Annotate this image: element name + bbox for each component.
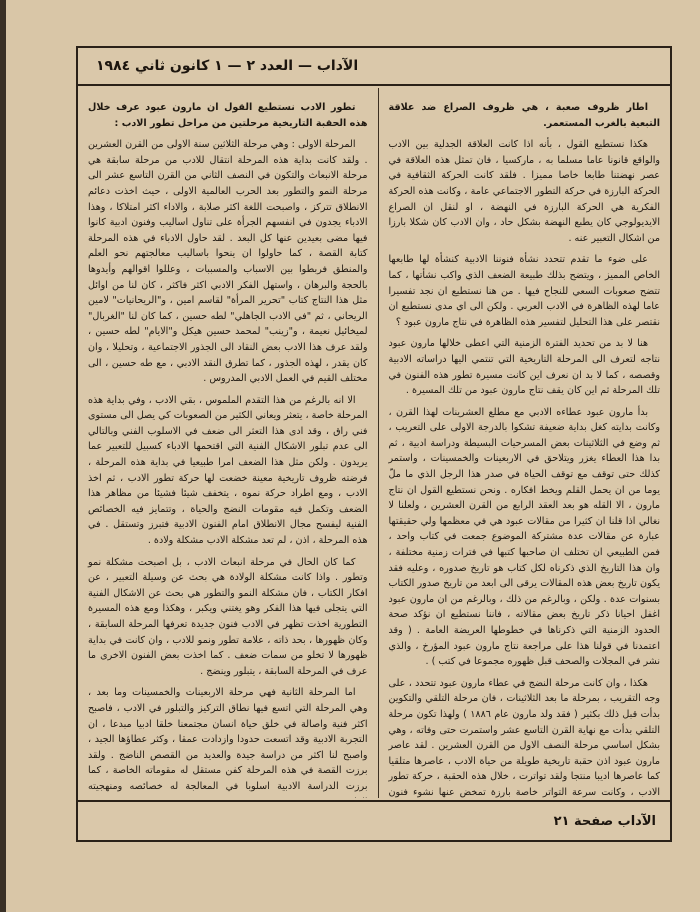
right-paragraph: اطار ظروف صعبة ، هي ظروف الصراع ضد علاقة التبعية بالغرب المستعمر.: [388, 102, 660, 129]
running-header-title: الآداب — العدد ٢ — ١ كانون ثاني ١٩٨٤: [96, 58, 359, 74]
page-number-label: الآداب صفحة ٢١: [553, 813, 656, 829]
right-paragraph: بدأ مارون عبود عطاءه الادبي مع مطلع العشرينات لهذا القرن ، وكانت بدايته كغل بداية ضعيفة تشكوا بالدرجة الاولى على التعريب ، ثم وضع في الثلاثينات بعض المسرحيات البسيطة ودراسة ادبية ، ثم بدا هذا العطاء يغزر ويتلاحق في الاربعينات والخمسينات ، واستمر كذلك حتى توقف مع توقف الحياة في صدر هذا الرجل الذي ما ملّ يوما من ان يحمل القلم ويخط افكاره . ونحن نستطيع القول ان نتاج مارون ، الا القله هو بعد العقد الرابع من القرن العشرين ، ولعلنا لا نغالي اذا قلنا ان كثيرا من مقالات عبود هي في معظمها ولي حقيقتها عبارة عن مقالات عدة مشتركة الموضوع جمعت في كتاب واحد ، فمن الطبيعي ان تختلف ان صاحبها كتبها في فترات زمنية مختلفة ، وان هذا التاريخ الذي ذكرناه لكل كتاب هو تاريخ صدوره ، وعليه فقد يكون تاريخ بعض هذه المقالات يرقى الى ابعد من تاريخ صدور الكتاب بسنوات عدة . ولكن ، وبالرغم من ذلك ، وبالرغم من ان مارون عبود اغفل احيانا ذكر تاريخ بعض مقالاته ، فاننا نستطيع ان نؤكد صحة الحدود الزمنية التي ذكرناها في خطوطها العريضة العامة . ( وقد اعتمدنا في قولنا هذا على مراجعة نتاج مارون عبود المؤرخ ، والذي نشر في المجلات والصحف قبل ظهوره مجموعا في كتب ) .: [388, 406, 660, 668]
left-paragraph: كما كان الحال في مرحلة انبعاث الادب ، بل اصبحت مشكلة نمو وتطور . واذا كانت مشكلة الولادة هي بحث عن وسيلة التعبير ، عن افكار الكتاب ، فان مشكلة النمو والتطور هي بحث عن الاشكال الفنية التي يتجلى فيها هذا الفكر وهو يغتني ويكبر ، وهكذا ومع هذه المسيرة التطورية اخذت تظهر في الادب فنون جديدة تعرفها المرحلة السابقة ، وكان ظهورها ، بحد ذاته ، علامة تطور ونمو للادب ، وان كانت في بداية ظهورها لا تخلو من سمات ضعف . كما اخذت بعض الفنون الاخرى ما عرف في المرحلة السابقة ، يتبلور وينضج .: [88, 556, 368, 677]
page-footer: [78, 800, 670, 840]
text-columns: [78, 88, 670, 798]
scan-edge: [0, 0, 6, 912]
page-header: [78, 48, 670, 86]
right-paragraph: على ضوء ما تقدم تتحدد نشأة فنوننا الادبية كنشأة لها طابعها الخاص المميز ، ويتضح بذلك طبيعة الضعف الذي واكب نشأتها ، كما تتضح صعوبات السعي للنجاح فيها . من هنا نستطيع ان نجد تفسيرا عاما لهذه الظاهرة في الادب العربي . ولكن الى اي مدى نستطيع ان نقتصر على هذا التحليل لتفسير هذه الظاهرة في نتاج مارون عبود ؟: [388, 254, 660, 328]
left-paragraph: اما المرحلة الثانية فهي مرحلة الاربعينات والخمسينات وما بعد ، وهي المرحلة التي اتسع فيها نطاق التركيز والتبلور في الادب ، فاصبح اكثر فنية واصالة في خلق حياة انسان مجتمعنا خلقا ادبيا مبدعا ، ان التجربة الادبية وقد اتسعت حدودا وازدادت عمقا ، وكثر عطاؤها الجيد ، واصبح لنا اكثر من دراسة جيدة والعديد من القصص الناضج . ولقد برزت القصة في هذه المرحلة كفن مستقل له مقوماته الخاصة ، كما برزت الدراسة الادبية اسلوبا في المعالجة له خصائصه ومنهجيته: [88, 687, 368, 792]
right-column: [379, 88, 671, 798]
left-column: [78, 88, 378, 798]
left-paragraph: الا انه بالرغم من هذا التقدم الملموس ، بقي الادب ، وفي بداية هذه المرحلة خاصة ، يتعثر ويعاني الكثير من الصعوبات كي يصل الى مستوى فني راق ، وقد ادى هذا التعثر الى ضعف في الاسلوب الفني وبالتالي الى عدم تبلور الاشكال الفنية التي اقتحمها الادباء كسبيل للتعبير عما يريدون . ولكن مثل هذا الضعف امرا طبيعيا في بداية هذه المرحلة ، فرضته ظروف تاريخية معينة خضعت لها حركة تطور الادب ، ثم اخذ الادب ، ومع اطراد حركة نموه ، يتخفف شيئا فشيئا من مظاهر هذا الضعف وتكمل فيه مقومات النضج والحياة ، وتتمايز فيه الخصائص الفنية ليفسح مجال الانطلاق امام الفنون الادبية فتبرز وتستقل . في هذه المرحلة ، اذن ، لم تعد مشكلة الادب مشكلة ولادة .: [88, 394, 368, 547]
right-paragraph: هنا لا بد من تحديد الفترة الزمنية التي اعطى خلالها مارون عبود نتاجه لتعرف الى المرحلة التاريخية التي تنتمي اليها دراساته الادبية وقصصه ، كما لا بد ان نعرف اين كانت مسيرة تطور هذه الفنون في تلك المرحلة ثم اين كان يقف نتاج مارون عبود من تلك المسيرة .: [388, 338, 660, 397]
left-paragraph: المرحلة الاولى : وهي مرحلة الثلاثين سنة الاولى من القرن العشرين . ولقد كانت بداية هذه المرحلة انتقال للادب من مرحلة سابقة هي مرحلة الانبعاث والتكون في النصف الثاني من القرن التاسع عشر الى مرحلة النمو والتطور بعد الحرب العالمية الاولى ، حيث اخذت دعائم الانطلاق تتركز ، واصبحت اللغة اكثر صلابة ، والاداء اكثر امتلاكا ، وهذا الادباء يجدون في انفسهم الجرأة على تناول اساليب وفنون ادبية كانوا فيها مضى بعيدين عنها كل البعد . لقد حاول الادباء في هذه المرحلة كتابة القصة ، كما حاولوا ان ينحوا باساليب معالجتهم نحو العلم والمنطق فربطوا بين الاسباب والمسببات ، وعللوا اقوالهم وأيدوها بالحجة والبرهان ، واستهل الفكر الادبي اكثر فاكثر ، كان لنا من اوائل مثل هذا النتاج كتاب "تحرير المرأة" لقاسم امين ، و"الريحانيات" لامين الريحاني ، ثم "في الادب الجاهلي" لطه حسين ، كما كان لنا "الغربال" لميخائيل نعيمة ، و"زينب" لمحمد حسين هيكل و"الايام" لطه حسين ، ولقد عرف هذا الادب بعض النقاد الى الجذور الاجتماعية ، وتحليلا ، وان كان يقدر ، لهذه الجذور ، كما تطرق النقد الادبي ، مع طه حسين ، الى مختلف القيم في العمل الادبي المدروس .: [88, 139, 368, 385]
page-frame: [76, 46, 672, 842]
right-paragraph: هكذا نستطيع القول ، بأنه اذا كانت العلاقة الجدلية بين الادب والواقع قانونا عاما مسلما به ، ماركسيا ، فان تمثل هذه العلاقة في عصر نهضتنا طابعا خاصا مميزا . فلقد كانت الحركة الثقافية في الحركة البارزة في حركة التطور الاجتماعي عامة ، وكانت هذه الحركة الفكرية هي الحركة البارزة في النهضة ، او لنقل ان الصراع الايديولوجي كان يطبع النهضة بشكل حاد ، وان الادب كان شكلا بارزا من اشكال التعبير عنه .: [388, 139, 660, 244]
left-paragraph: تطور الادب نستطيع القول ان مارون عبود عرف خلال هذه الحقبة التاريخية مرحلتين من مراحل تطور الادب :: [88, 102, 368, 129]
right-paragraph: هكذا ، وان كانت مرحلة النضج في عطاء مارون عبود تتحدد ، على وجه التقريب ، بمرحلة ما بعد الثلاثينات ، فان مرحلة التلقي والتكوين بدأت قبل ذلك بكثير ( فقد ولد مارون عام ١٨٨٦ ) ولهذا تكون مرحلة التلقي بدأت مع نهاية القرن التاسع عشر واستمرت حتى وفاته ، وهي بشكل اساسي مرحلة النصف الاول من القرن العشرين . لقد عاصر مارون عبود اذن حقبة تاريخية طويلة من حياة الادب ، عاصرها متلقيا كما عاصرها اديبا منتجا ولقد تواترت ، خلال هذه الحقبة ، حركة تطور الادب ، وكانت سرعة التواتر خاصة بارزة تمخض عنها نشوء فنون: [388, 677, 660, 798]
